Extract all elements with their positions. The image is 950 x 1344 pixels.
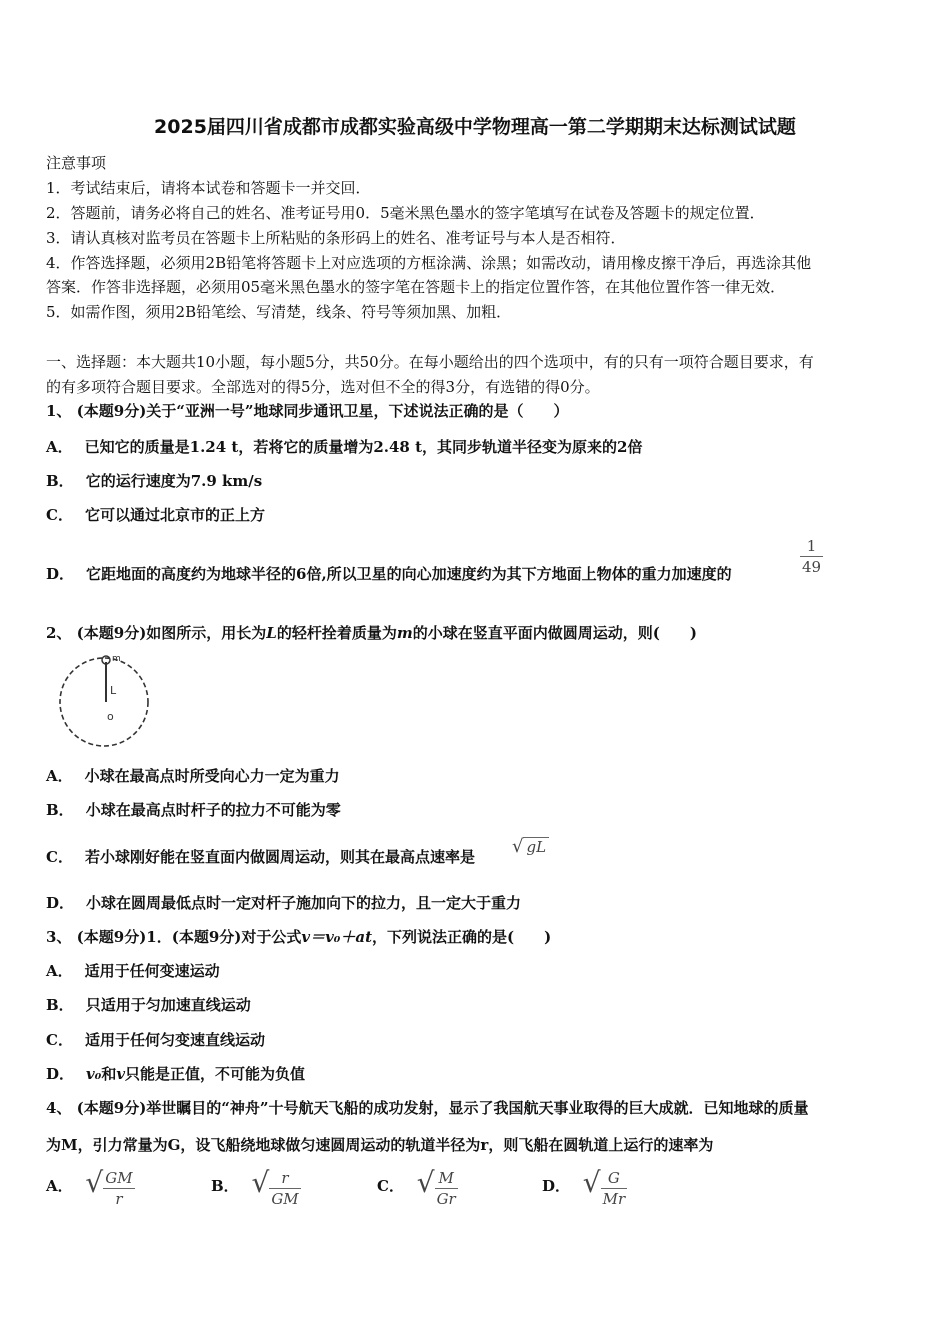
q2-stem-c: 的小球在竖直平面内做圆周运动，则( ) — [412, 624, 697, 642]
q3-stem-b: ，下列说法正确的是( ) — [372, 928, 552, 946]
q1-option-d — [46, 563, 732, 584]
option-label: D． — [46, 565, 75, 583]
fraction-numerator: r — [281, 1168, 289, 1187]
option-label: D． — [542, 1177, 571, 1196]
option-label: A． — [46, 1177, 73, 1196]
fraction-denominator: GM — [271, 1189, 299, 1208]
q2-option-b — [46, 799, 341, 820]
fraction-numerator: M — [438, 1168, 454, 1187]
option-label: A． — [46, 438, 73, 456]
option-label: B． — [46, 801, 74, 819]
option-label: B． — [46, 472, 74, 490]
option-label: C． — [377, 1177, 404, 1196]
fraction-denominator: Mr — [602, 1189, 626, 1208]
q4-stem-1: 4、 (本题9分)举世瞩目的“神舟”十号航天飞船的成功发射，显示了我国航天事业取得的巨大成就．已知地球的质量 — [46, 1099, 809, 1117]
q2-stem-m: m — [396, 624, 413, 642]
q1-option-d-text: 它距地面的高度约为地球半径的6倍,所以卫星的向心加速度约为其下方地面上物体的重力加速度的 — [86, 565, 732, 583]
fraction-numerator: 1 — [806, 537, 817, 555]
q4-option-b: B． √ $\frac{r}{GM}$ — [211, 1166, 299, 1208]
q3-option-b-text: 只适用于匀加速直线运动 — [85, 996, 251, 1014]
q2-option-a-text: 小球在最高点时所受向心力一定为重力 — [84, 767, 340, 785]
q3-option-a-text: 适用于任何变速运动 — [84, 962, 220, 980]
q3-option-d — [46, 1063, 305, 1084]
fraction-denominator: Gr — [436, 1189, 456, 1208]
q1-d-fraction — [800, 536, 823, 577]
q4-option-d: D． √ $\frac{G}{Mr}$ — [542, 1166, 626, 1208]
notice-item-3: 3．请认真核对监考员在答题卡上所粘贴的条形码上的姓名、准考证号与本人是否相符． — [46, 229, 626, 247]
q3-d-v0: v₀ — [86, 1065, 102, 1083]
option-label: B． — [211, 1177, 239, 1196]
notice-heading: 注意事项 — [46, 154, 107, 172]
option-label: D． — [46, 894, 75, 912]
fraction-denominator: r — [103, 1188, 134, 1209]
q1-stem: 1、 (本题9分)关于“亚洲一号”地球同步通讯卫星，下述说法正确的是（ ） — [46, 402, 569, 420]
fraction-denominator: 49 — [802, 558, 822, 576]
fig-label-L: L — [110, 684, 117, 697]
q2-option-d-text: 小球在圆周最低点时一定对杆子施加向下的拉力，且一定大于重力 — [86, 894, 522, 912]
q2-stem-b: 的轻杆拴着质量为 — [276, 624, 397, 642]
notice-item-1: 1．考试结束后，请将本试卷和答题卡一并交回． — [46, 179, 371, 197]
q2-stem-a: 2、 (本题9分)如图所示，用长为 — [46, 624, 267, 642]
option-label: D． — [46, 1065, 75, 1083]
q3-option-a — [46, 960, 220, 981]
q3-stem-a: 3、 (本题9分)1．(本题9分)对于公式 — [46, 928, 302, 946]
q1-option-b-text: 它的运行速度为7.9 km/s — [85, 472, 263, 490]
q1-option-b — [46, 470, 262, 491]
q2-option-d — [46, 892, 521, 913]
notice-item-4-cont: 答案．作答非选择题，必须用05毫米黑色墨水的签字笔在答题卡上的指定位置作答，在其他位置作答一律无效． — [46, 278, 786, 296]
q3-d-and: 和 — [101, 1065, 117, 1083]
q1-option-c-text: 它可以通过北京市的正上方 — [84, 506, 265, 524]
circular-path — [60, 658, 148, 746]
q3-option-c — [46, 1029, 265, 1050]
option-label: C． — [46, 506, 73, 524]
notice-item-2: 2．答题前，请务必将自己的姓名、准考证号用0．5毫米黑色墨水的签字笔填写在试卷及答题卡的规定位置． — [46, 204, 765, 222]
q3-option-b — [46, 994, 251, 1015]
q2-option-c — [46, 846, 475, 867]
option-label: C． — [46, 1031, 73, 1049]
q1-option-c — [46, 504, 265, 525]
q2-option-c-text: 若小球刚好能在竖直面内做圆周运动，则其在最高点速率是 — [84, 848, 475, 866]
q1-option-a-text: 已知它的质量是1.24 t，若将它的质量增为2.48 t，其同步轨道半径变为原来的2倍 — [84, 438, 643, 456]
q2-circle-figure — [52, 650, 156, 750]
q4-option-a: A． √ $\frac{GM}{r}$ — [46, 1166, 133, 1208]
q2-option-b-text: 小球在最高点时杆子的拉力不可能为零 — [85, 801, 341, 819]
q3-d-v: v — [116, 1065, 126, 1083]
fig-label-m: m — [112, 654, 121, 664]
sqrt-radicand: gL — [523, 837, 549, 856]
page-title: 2025届四川省成都市成都实验高级中学物理高一第二学期期末达标测试试题 — [154, 116, 796, 138]
notice-item-5: 5．如需作图，须用2B铅笔绘、写清楚，线条、符号等须加黑、加粗． — [46, 303, 512, 321]
option-label: C． — [46, 848, 73, 866]
q2-stem — [46, 622, 697, 643]
fraction-numerator: GM — [105, 1168, 133, 1187]
q1-option-a — [46, 436, 642, 457]
q3-formula: v＝v₀＋at — [301, 928, 373, 946]
q3-option-c-text: 适用于任何匀变速直线运动 — [84, 1031, 265, 1049]
q4-stem-2: 为M，引力常量为G，设飞船绕地球做匀速圆周运动的轨道半径为r，则飞船在圆轨道上运行的速率为 — [46, 1136, 714, 1154]
q3-d-rest: 只能是正值，不可能为负值 — [125, 1065, 306, 1083]
q2-option-a — [46, 765, 340, 786]
notice-item-4: 4．作答选择题，必须用2B铅笔将答题卡上对应选项的方框涂满、涂黑；如需改动，请用橡皮擦干净后，再选涂其他 — [46, 254, 812, 272]
q4-option-c: C． √ $\frac{M}{Gr}$ — [377, 1166, 456, 1208]
section-intro-1: 一、选择题：本大题共10小题，每小题5分，共50分。在每小题给出的四个选项中，有的只有一项符合题目要求，有 — [46, 353, 814, 371]
section-intro-2: 的有多项符合题目要求。全部选对的得5分，选对但不全的得3分，有选错的得0分。 — [46, 378, 600, 396]
fig-label-o: o — [107, 710, 114, 723]
option-label: A． — [46, 767, 73, 785]
q3-stem — [46, 926, 551, 947]
fraction-numerator: G — [607, 1168, 620, 1187]
option-label: A． — [46, 962, 73, 980]
q2-c-sqrt: √ gL — [512, 836, 549, 857]
option-label: B． — [46, 996, 74, 1014]
q2-stem-L: L — [266, 624, 277, 642]
